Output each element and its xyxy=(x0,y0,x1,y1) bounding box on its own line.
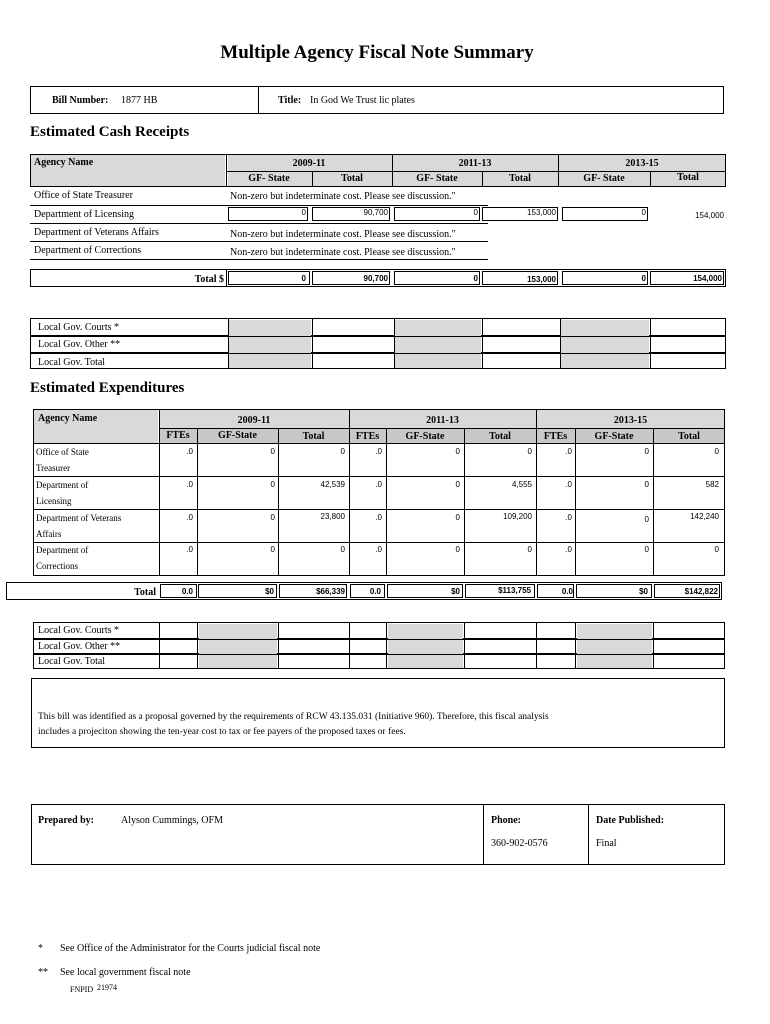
expenditures-total-value: $142,822 xyxy=(684,587,718,596)
expenditures-total-header: Total xyxy=(489,431,511,442)
bill-title: In God We Trust lic plates xyxy=(310,95,415,106)
expenditures-value: .0 xyxy=(375,513,382,522)
expenditures-value: .0 xyxy=(375,447,382,456)
expenditures-value: 0 xyxy=(714,545,719,554)
receipts-total-value: 154,000 xyxy=(693,274,722,283)
expenditures-total-value: 0.0 xyxy=(561,587,573,596)
expenditures-value: 0 xyxy=(455,447,460,456)
expenditures-value: 0 xyxy=(455,513,460,522)
receipts-value: 154,000 xyxy=(695,211,724,220)
expenditures-total-header: Total xyxy=(678,431,700,442)
receipts-total-value: 0 xyxy=(473,274,478,283)
receipts-value: 153,000 xyxy=(527,208,556,217)
receipts-biennium-1: 2009-11 xyxy=(292,158,326,169)
receipts-agency-4: Department of Corrections xyxy=(34,245,142,256)
expenditures-value: .0 xyxy=(565,447,572,456)
expenditures-value: 0 xyxy=(714,447,719,456)
receipts-value: 90,700 xyxy=(363,208,388,217)
expenditures-value: 582 xyxy=(705,480,719,489)
bill-number-label: Bill Number: xyxy=(52,95,109,106)
expenditures-total-value: $66,339 xyxy=(316,587,345,596)
expenditures-total-value: $0 xyxy=(265,587,274,596)
expenditures-value: 0 xyxy=(455,545,460,554)
expenditures-value: 0 xyxy=(340,447,345,456)
expenditures-total-label: Total xyxy=(134,587,156,598)
expenditures-value: .0 xyxy=(186,545,193,554)
expenditures-value: 0 xyxy=(270,480,275,489)
receipts-note-3: Non-zero but indeterminate cost. Please see discussion." xyxy=(230,229,456,240)
expenditures-biennium-3: 2013-15 xyxy=(613,415,648,426)
footnote-text: See Office of the Administrator for the Courts judicial fiscal note xyxy=(60,943,321,954)
phone-label: Phone: xyxy=(491,815,521,826)
expenditures-value: 142,240 xyxy=(690,512,719,521)
receipts-total-value: 0 xyxy=(641,274,646,283)
expenditures-value: .0 xyxy=(375,545,382,554)
phone-number: 360-902-0576 xyxy=(491,838,548,849)
expenditures-total-value: 0.0 xyxy=(181,587,193,596)
expenditures-value: 0 xyxy=(644,480,649,489)
receipts-agency-1: Office of State Treasurer xyxy=(34,190,133,201)
receipts-gf-state-header: GF- State xyxy=(583,173,625,184)
expenditures-agency-2: Department of xyxy=(36,480,89,490)
expenditures-value: 0 xyxy=(527,447,532,456)
expenditures-value: 0 xyxy=(455,480,460,489)
expenditures-value: 0 xyxy=(340,545,345,554)
fnpid-label: FNPID xyxy=(70,985,94,994)
expenditures-value: .0 xyxy=(565,545,572,554)
receipts-value: 0 xyxy=(641,208,646,217)
expenditures-value: .0 xyxy=(375,480,382,489)
analysis-note-line2: includes a projeciton showing the ten-year cost to tax or fee payers of the proposed taxes or fees. xyxy=(38,727,406,737)
receipts-total-value: 153,000 xyxy=(527,275,556,284)
receipts-section-title: Estimated Cash Receipts xyxy=(30,124,190,140)
receipts-gf-state-header: GF- State xyxy=(248,173,290,184)
expenditures-value: .0 xyxy=(565,513,572,522)
receipts-local-other: Local Gov. Other ** xyxy=(38,339,121,350)
expenditures-total-value: $113,755 xyxy=(498,586,531,595)
receipts-total-header: Total xyxy=(509,173,531,184)
expenditures-biennium-1: 2009-11 xyxy=(237,415,271,426)
expenditures-value: .0 xyxy=(565,480,572,489)
expenditures-value: 0 xyxy=(644,545,649,554)
expenditures-agency-3: Department of Veterans xyxy=(36,513,122,523)
receipts-local-total: Local Gov. Total xyxy=(38,357,106,368)
expenditures-agency-2-line2: Licensing xyxy=(36,496,72,506)
expenditures-value: 0 xyxy=(270,513,275,522)
expenditures-total-value: $0 xyxy=(451,587,460,596)
expenditures-agency-1-line2: Treasurer xyxy=(36,463,71,473)
receipts-agency-header: Agency Name xyxy=(34,157,94,168)
expenditures-value: 0 xyxy=(644,515,649,524)
expenditures-value: 0 xyxy=(644,447,649,456)
analysis-note-line1: This bill was identified as a proposal governed by the requirements of RCW 43.135.031 (Initiative 960). Therefore, this fiscal analysis xyxy=(38,712,549,722)
receipts-biennium-3: 2013-15 xyxy=(625,158,659,169)
expenditures-local-total: Local Gov. Total xyxy=(38,656,106,667)
expenditures-value: .0 xyxy=(186,447,193,456)
expenditures-value: 4,555 xyxy=(511,480,532,489)
expenditures-gf-state-header: GF-State xyxy=(218,430,257,441)
expenditures-agency-4-line2: Corrections xyxy=(36,561,78,571)
receipts-note-1: Non-zero but indeterminate cost. Please see discussion." xyxy=(230,191,456,202)
receipts-total-label: Total $ xyxy=(194,274,224,285)
footnote-mark: * xyxy=(38,943,43,954)
expenditures-total-header: Total xyxy=(302,431,325,442)
prepared-by-name: Alyson Cummings, OFM xyxy=(121,815,223,826)
expenditures-value: .0 xyxy=(186,513,193,522)
expenditures-biennium-2: 2011-13 xyxy=(426,415,459,426)
expenditures-section-title: Estimated Expenditures xyxy=(30,380,185,396)
expenditures-value: 109,200 xyxy=(503,512,532,521)
expenditures-value: 0 xyxy=(270,545,275,554)
receipts-value: 0 xyxy=(473,208,478,217)
expenditures-agency-header: Agency Name xyxy=(38,413,98,424)
fnpid-value: 21974 xyxy=(97,983,117,992)
date-published-label: Date Published: xyxy=(596,815,665,826)
receipts-value: 0 xyxy=(301,208,306,217)
expenditures-agency-1: Office of State xyxy=(36,447,89,457)
receipts-total-value: 0 xyxy=(301,274,306,283)
expenditures-value: 0 xyxy=(270,447,275,456)
date-published-value: Final xyxy=(596,838,617,849)
expenditures-agency-3-line2: Affairs xyxy=(36,529,62,539)
expenditures-value: 42,539 xyxy=(320,480,345,489)
prepared-by-label: Prepared by: xyxy=(38,815,95,826)
receipts-agency-2: Department of Licensing xyxy=(34,209,134,220)
receipts-total-header: Total xyxy=(677,172,699,183)
page-title: Multiple Agency Fiscal Note Summary xyxy=(220,42,534,63)
expenditures-value: .0 xyxy=(186,480,193,489)
expenditures-value: 0 xyxy=(527,545,532,554)
bill-title-label: Title: xyxy=(278,95,302,106)
expenditures-ftes-header: FTEs xyxy=(355,431,380,442)
expenditures-gf-state-header: GF-State xyxy=(594,431,634,442)
expenditures-value: 23,800 xyxy=(320,512,345,521)
expenditures-local-courts: Local Gov. Courts * xyxy=(38,625,120,636)
bill-number: 1877 HB xyxy=(121,95,158,106)
expenditures-ftes-header: FTEs xyxy=(166,430,190,441)
receipts-total-value: 90,700 xyxy=(363,274,388,283)
expenditures-agency-4: Department of xyxy=(36,545,89,555)
prepared-by-box xyxy=(31,804,725,865)
expenditures-total-value: $0 xyxy=(639,587,648,596)
footnote-text: See local government fiscal note xyxy=(60,967,191,978)
expenditures-local-other: Local Gov. Other ** xyxy=(38,641,121,652)
expenditures-total-value: 0.0 xyxy=(369,587,381,596)
receipts-biennium-2: 2011-13 xyxy=(458,158,492,169)
footnote-mark: ** xyxy=(38,967,48,978)
receipts-total-header: Total xyxy=(341,173,363,184)
expenditures-gf-state-header: GF-State xyxy=(405,431,445,442)
receipts-gf-state-header: GF- State xyxy=(416,173,458,184)
receipts-local-courts: Local Gov. Courts * xyxy=(38,322,120,333)
receipts-note-4: Non-zero but indeterminate cost. Please see discussion." xyxy=(230,247,456,258)
expenditures-ftes-header: FTEs xyxy=(543,431,568,442)
receipts-agency-3: Department of Veterans Affairs xyxy=(34,227,159,238)
